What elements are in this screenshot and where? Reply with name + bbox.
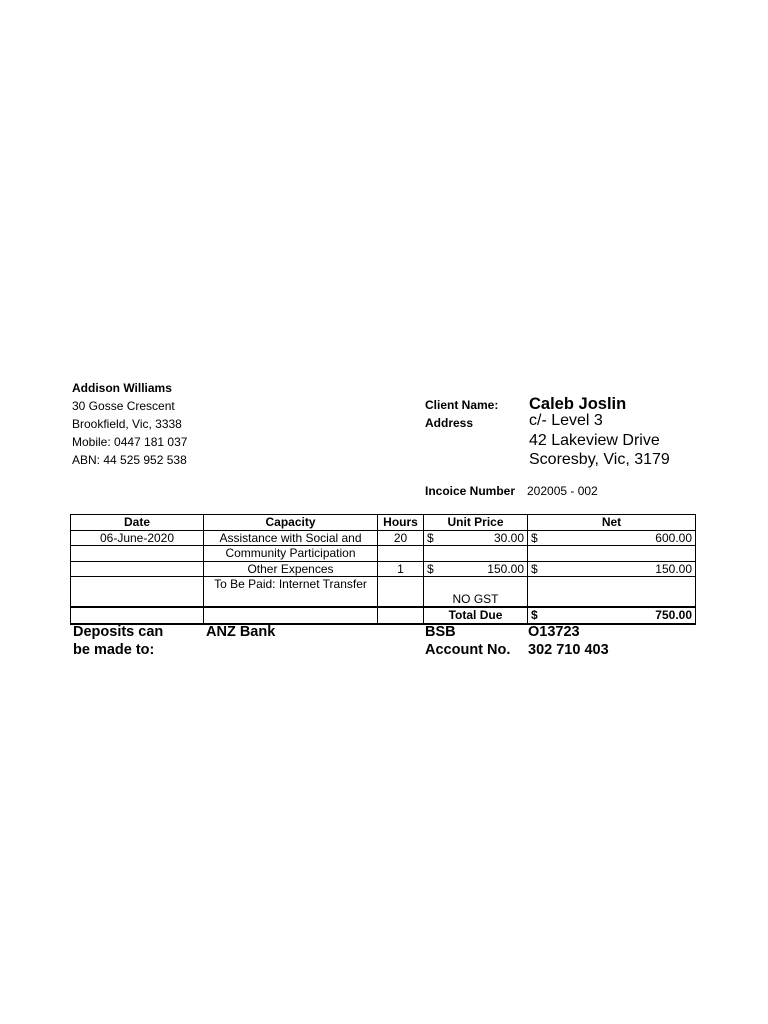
client-name-label: Client Name: (425, 398, 499, 412)
invoice-number-label: Incoice Number (425, 484, 516, 498)
cell-unit-price (424, 561, 528, 577)
deposit-line-1: Deposits can (73, 624, 164, 640)
bsb-label: BSB (425, 624, 456, 640)
bank-name: ANZ Bank (206, 624, 276, 640)
cell-empty (204, 607, 378, 624)
cell-net (528, 561, 696, 577)
cell-net (528, 546, 696, 562)
total-due-label: Total Due (424, 607, 528, 624)
cell-hours (378, 577, 424, 592)
cell-date: 06-June-2020 (71, 530, 204, 546)
deposit-text (73, 623, 163, 659)
currency-symbol: $ (427, 561, 434, 576)
client-address-line-2: 42 Lakeview Drive (529, 432, 660, 449)
cell-net (528, 577, 696, 592)
sender-mobile: Mobile: 0447 181 037 (72, 435, 188, 449)
header-date: Date (71, 515, 204, 531)
invoice-table (70, 514, 696, 625)
cell-date (71, 592, 204, 608)
client-name: Caleb Joslin (529, 395, 627, 413)
currency-symbol: $ (427, 530, 434, 545)
table-row (71, 592, 696, 608)
net-value: 600.00 (655, 530, 692, 545)
table-row (71, 577, 696, 592)
header-net: Net (528, 515, 696, 531)
cell-date (71, 546, 204, 562)
unit-price-value: 30.00 (493, 530, 524, 545)
cell-empty (71, 607, 204, 624)
cell-hours (378, 546, 424, 562)
header-hours: Hours (378, 515, 424, 531)
cell-capacity: Assistance with Social and (204, 530, 378, 546)
cell-net (528, 592, 696, 608)
table-row (71, 530, 696, 546)
cell-capacity (204, 592, 378, 608)
cell-unit-price (424, 546, 528, 562)
cell-hours: 1 (378, 561, 424, 577)
sender-city: Brookfield, Vic, 3338 (72, 417, 182, 431)
cell-capacity: Other Expences (204, 561, 378, 577)
total-due-value: 750.00 (655, 608, 692, 623)
header-capacity: Capacity (204, 515, 378, 531)
invoice-number: 202005 - 002 (527, 484, 598, 498)
cell-date (71, 577, 204, 592)
bsb-value: O13723 (528, 624, 580, 640)
cell-net (528, 530, 696, 546)
header-unit-price: Unit Price (424, 515, 528, 531)
cell-unit-price (424, 577, 528, 592)
total-currency-symbol: $ (531, 608, 538, 623)
client-address-label: Address (425, 416, 474, 430)
currency-symbol: $ (531, 530, 538, 545)
unit-price-value: 150.00 (487, 561, 524, 576)
account-value: 302 710 403 (528, 642, 609, 658)
cell-hours (378, 592, 424, 608)
cell-capacity: Community Participation (204, 546, 378, 562)
table-row (71, 561, 696, 577)
total-row (71, 607, 696, 624)
cell-unit-price (424, 530, 528, 546)
total-due-cell (528, 607, 696, 624)
deposit-line-2: be made to: (73, 642, 155, 658)
cell-capacity: To Be Paid: Internet Transfer (204, 577, 378, 592)
net-value: 150.00 (655, 561, 692, 576)
sender-name: Addison Williams (72, 381, 172, 395)
cell-hours: 20 (378, 530, 424, 546)
cell-date (71, 561, 204, 577)
cell-no-gst: NO GST (424, 592, 528, 608)
sender-block (72, 379, 187, 469)
cell-empty (378, 607, 424, 624)
client-address-line-1: c/- Level 3 (529, 412, 603, 429)
table-header-row (71, 515, 696, 531)
account-label: Account No. (425, 642, 511, 658)
sender-street: 30 Gosse Crescent (72, 399, 175, 413)
sender-abn: ABN: 44 525 952 538 (72, 453, 187, 467)
client-address-line-3: Scoresby, Vic, 3179 (529, 451, 670, 468)
table-row (71, 546, 696, 562)
currency-symbol: $ (531, 561, 538, 576)
